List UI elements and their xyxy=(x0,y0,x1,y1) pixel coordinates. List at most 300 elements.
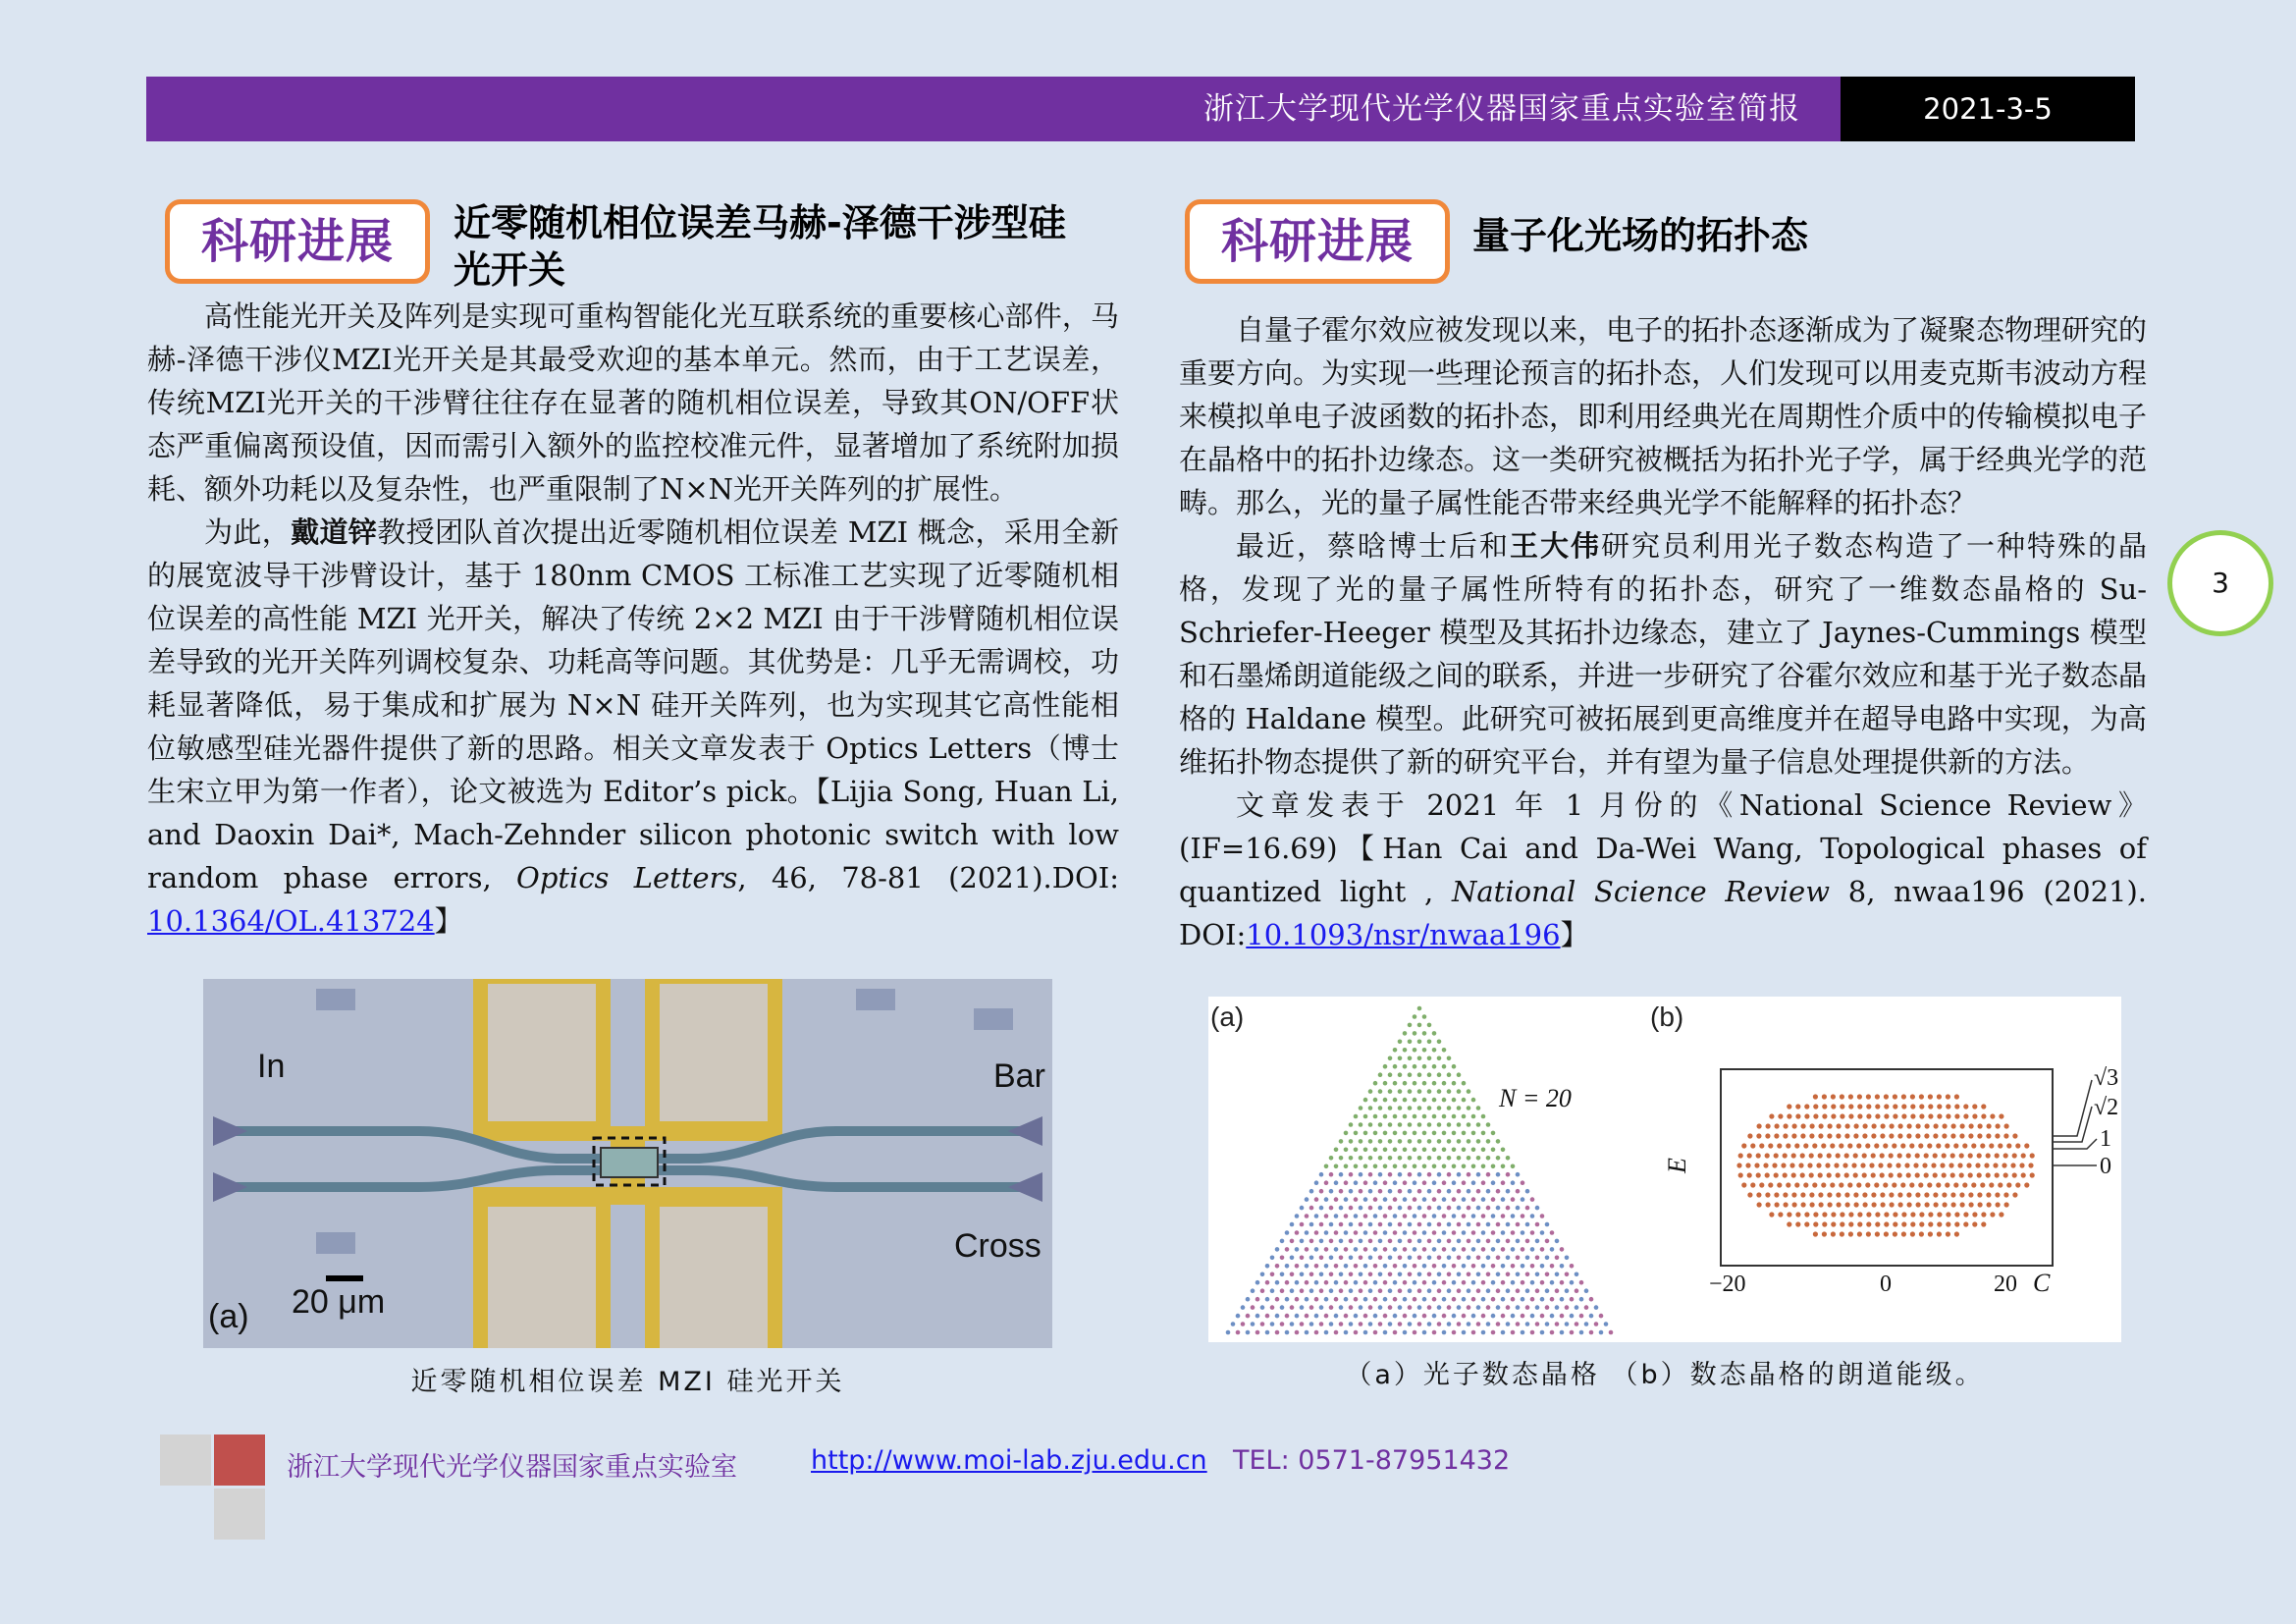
lattice-site xyxy=(1246,1297,1251,1302)
lattice-site xyxy=(1457,1256,1462,1261)
landau-level-dot xyxy=(1919,1113,1924,1118)
landau-level-dot xyxy=(1937,1212,1942,1217)
landau-level-dot xyxy=(1906,1133,1911,1138)
landau-level-dot xyxy=(1834,1163,1839,1167)
landau-level-dot xyxy=(1892,1143,1896,1148)
landau-level-dot xyxy=(1910,1231,1915,1236)
landau-level-dot xyxy=(1800,1172,1805,1177)
lattice-site xyxy=(1398,1239,1403,1244)
landau-level-dot xyxy=(1927,1143,1932,1148)
lattice-site xyxy=(1491,1280,1496,1285)
lattice-site xyxy=(1452,1214,1457,1218)
lattice-site xyxy=(1467,1206,1471,1211)
lattice-site xyxy=(1300,1272,1305,1277)
lattice-site xyxy=(1388,1272,1393,1277)
lattice-site xyxy=(1408,1040,1413,1045)
lattice-site xyxy=(1413,1247,1417,1252)
lattice-site xyxy=(1363,1247,1368,1252)
lattice-site xyxy=(1393,1098,1398,1103)
landau-level-dot xyxy=(1851,1163,1856,1167)
landau-level-dot xyxy=(1800,1153,1805,1158)
lattice-site xyxy=(1486,1305,1491,1310)
lattice-site xyxy=(1575,1322,1579,1326)
lattice-site xyxy=(1471,1098,1476,1103)
lattice-site xyxy=(1476,1305,1481,1310)
landau-level-dot xyxy=(1977,1192,1982,1197)
level-1: 1 xyxy=(2100,1126,2111,1152)
lattice-site xyxy=(1339,1139,1344,1144)
lattice-site xyxy=(1403,1280,1408,1285)
landau-level-dot xyxy=(1848,1113,1853,1118)
landau-level-dot xyxy=(1836,1172,1841,1177)
landau-level-dot xyxy=(1853,1192,1858,1197)
lattice-site xyxy=(1270,1288,1275,1293)
lattice-site xyxy=(1525,1206,1530,1211)
landau-level-dot xyxy=(1831,1221,1836,1226)
landau-level-dot xyxy=(1884,1221,1889,1226)
lattice-site xyxy=(1354,1114,1359,1119)
lattice-site xyxy=(1481,1230,1486,1235)
lattice-site xyxy=(1314,1197,1319,1202)
landau-level-dot xyxy=(1928,1212,1933,1217)
lattice-site xyxy=(1324,1314,1329,1319)
lattice-site xyxy=(1486,1288,1491,1293)
landau-level-dot xyxy=(2028,1163,2033,1167)
lattice-site xyxy=(1496,1222,1501,1227)
lattice-site xyxy=(1251,1322,1255,1326)
landau-level-dot xyxy=(1822,1231,1827,1236)
lattice-site xyxy=(1408,1206,1413,1211)
lattice-site xyxy=(1285,1230,1290,1235)
lattice-site xyxy=(1594,1322,1599,1326)
landau-level-dot xyxy=(1813,1231,1818,1236)
footer-lab-name: 浙江大学现代光学仪器国家重点实验室 xyxy=(287,1452,737,1483)
lattice-site xyxy=(1457,1305,1462,1310)
landau-level-dot xyxy=(1915,1133,1920,1138)
landau-level-dot xyxy=(1791,1133,1796,1138)
lattice-site xyxy=(1491,1230,1496,1235)
landau-level-dot xyxy=(1878,1163,1883,1167)
landau-level-dot xyxy=(1928,1221,1933,1226)
lattice-site xyxy=(1295,1230,1300,1235)
lattice-site xyxy=(1413,1098,1417,1103)
landau-level-dot xyxy=(2019,1163,2024,1167)
landau-level-dot xyxy=(1889,1133,1894,1138)
landau-level-dot xyxy=(1765,1133,1770,1138)
lattice-site xyxy=(1363,1131,1368,1136)
landau-level-dot xyxy=(1768,1182,1773,1187)
lattice-site xyxy=(1501,1297,1506,1302)
lattice-site xyxy=(1447,1072,1452,1077)
lattice-site xyxy=(1393,1180,1398,1185)
lattice-site xyxy=(1295,1314,1300,1319)
lattice-site xyxy=(1373,1081,1378,1086)
landau-level-dot xyxy=(1871,1172,1876,1177)
landau-level-dot xyxy=(1778,1113,1783,1118)
lattice-site xyxy=(1403,1230,1408,1235)
landau-level-dot xyxy=(1978,1202,1983,1207)
lattice-site xyxy=(1339,1206,1344,1211)
landau-level-dot xyxy=(1769,1212,1774,1217)
landau-level-dot xyxy=(1840,1094,1844,1099)
lattice-site xyxy=(1314,1314,1319,1319)
lattice-site xyxy=(1422,1031,1427,1036)
lattice-site xyxy=(1403,1048,1408,1053)
lattice-site xyxy=(1525,1272,1530,1277)
lattice-site xyxy=(1403,1164,1408,1169)
lattice-site xyxy=(1452,1164,1457,1169)
landau-level-dot xyxy=(1857,1221,1862,1226)
lattice-site xyxy=(1388,1189,1393,1194)
lattice-site xyxy=(1359,1305,1363,1310)
landau-level-dot xyxy=(1848,1094,1853,1099)
lattice-site xyxy=(1383,1081,1388,1086)
lattice-site xyxy=(1393,1081,1398,1086)
landau-level-dot xyxy=(1774,1192,1779,1197)
lattice-site xyxy=(1506,1288,1511,1293)
lattice-site xyxy=(1447,1222,1452,1227)
lattice-site xyxy=(1383,1330,1388,1335)
right-journal-name: National Science Review xyxy=(1452,875,1831,908)
lattice-site xyxy=(1344,1180,1349,1185)
lattice-site xyxy=(1447,1089,1452,1094)
lattice-site xyxy=(1344,1314,1349,1319)
lattice-site xyxy=(1359,1322,1363,1326)
lattice-site xyxy=(1408,1023,1413,1028)
lattice-site xyxy=(1437,1189,1442,1194)
lattice-site xyxy=(1349,1322,1354,1326)
landau-level-dot xyxy=(1840,1113,1844,1118)
landau-level-dot xyxy=(1827,1172,1832,1177)
label-cross: Cross xyxy=(954,1227,1041,1265)
landau-level-dot xyxy=(1787,1221,1791,1226)
lattice-site xyxy=(1305,1297,1309,1302)
lattice-site xyxy=(1516,1189,1521,1194)
lattice-site xyxy=(1403,1247,1408,1252)
landau-level-dot xyxy=(1884,1104,1889,1109)
lattice-site xyxy=(1447,1139,1452,1144)
lattice-site xyxy=(1437,1288,1442,1293)
landau-level-dot xyxy=(1869,1163,1874,1167)
lattice-site xyxy=(1378,1172,1383,1177)
landau-level-dot xyxy=(1831,1231,1836,1236)
right-p3-end: 】 xyxy=(1560,918,1589,951)
landau-level-dot xyxy=(1928,1104,1933,1109)
lattice-site xyxy=(1501,1330,1506,1335)
landau-level-dot xyxy=(1794,1143,1799,1148)
lattice-site xyxy=(1511,1264,1516,1269)
landau-level-dot xyxy=(1954,1113,1959,1118)
landau-level-dot xyxy=(1933,1153,1938,1158)
landau-level-dot xyxy=(1943,1123,1948,1128)
lattice-site xyxy=(1339,1156,1344,1161)
lattice-site xyxy=(1309,1288,1314,1293)
lattice-site xyxy=(1373,1197,1378,1202)
lattice-site xyxy=(1462,1230,1467,1235)
lattice-site xyxy=(1516,1322,1521,1326)
lattice-site xyxy=(1496,1288,1501,1293)
left-section-badge xyxy=(165,199,430,284)
lattice-site xyxy=(1408,1056,1413,1061)
lattice-site xyxy=(1393,1148,1398,1153)
lattice-site xyxy=(1535,1256,1540,1261)
lattice-site xyxy=(1408,1122,1413,1127)
landau-level-dot xyxy=(1756,1172,1761,1177)
landau-level-dot xyxy=(1950,1172,1955,1177)
lattice-site xyxy=(1540,1297,1545,1302)
landau-level-dot xyxy=(1836,1192,1841,1197)
lattice-site xyxy=(1324,1247,1329,1252)
lattice-site xyxy=(1309,1322,1314,1326)
landau-level-dot xyxy=(1836,1153,1841,1158)
landau-level-dot xyxy=(1928,1113,1933,1118)
landau-level-dot xyxy=(1765,1153,1770,1158)
lattice-site xyxy=(1579,1314,1584,1319)
lattice-site xyxy=(1354,1148,1359,1153)
footer-square-grey-2 xyxy=(214,1489,265,1540)
level-sqrt2: √2 xyxy=(2094,1095,2119,1120)
landau-level-dot xyxy=(1913,1163,1918,1167)
landau-level-dot xyxy=(1822,1104,1827,1109)
lattice-site xyxy=(1383,1164,1388,1169)
e-axis-label: E xyxy=(1663,1158,1691,1173)
lattice-site xyxy=(1525,1305,1530,1310)
lattice-site xyxy=(1403,1297,1408,1302)
lattice-site xyxy=(1378,1239,1383,1244)
lattice-site xyxy=(1309,1189,1314,1194)
lattice-site xyxy=(1417,1322,1422,1326)
landau-level-dot xyxy=(1872,1123,1877,1128)
lattice-site xyxy=(1417,1239,1422,1244)
landau-level-dot xyxy=(1898,1123,1903,1128)
landau-level-dot xyxy=(1818,1153,1823,1158)
lattice-site xyxy=(1471,1180,1476,1185)
landau-level-dot xyxy=(1937,1113,1942,1118)
page-number: 3 xyxy=(2167,530,2273,636)
lattice-site xyxy=(1393,1314,1398,1319)
lattice-site xyxy=(1422,1148,1427,1153)
landau-level-dot xyxy=(1736,1163,1741,1167)
landau-level-dot xyxy=(1756,1133,1761,1138)
lattice-site xyxy=(1417,1056,1422,1061)
lattice-site xyxy=(1535,1288,1540,1293)
landau-level-dot xyxy=(1840,1221,1844,1226)
landau-level-dot xyxy=(2004,1202,2009,1207)
landau-level-dot xyxy=(1890,1202,1895,1207)
landau-level-dot xyxy=(1862,1172,1867,1177)
landau-level-dot xyxy=(1954,1094,1959,1099)
lattice-site xyxy=(1251,1288,1255,1293)
lattice-site xyxy=(1280,1239,1285,1244)
lattice-site xyxy=(1417,1189,1422,1194)
lattice-site xyxy=(1339,1189,1344,1194)
lattice-site xyxy=(1511,1164,1516,1169)
landau-level-dot xyxy=(1896,1163,1900,1167)
landau-level-dot xyxy=(1759,1143,1764,1148)
lattice-site xyxy=(1467,1222,1471,1227)
lattice-site xyxy=(1368,1322,1373,1326)
lattice-site xyxy=(1280,1305,1285,1310)
lattice-site xyxy=(1403,1081,1408,1086)
lattice-site xyxy=(1349,1189,1354,1194)
lattice-site xyxy=(1349,1156,1354,1161)
lattice-site xyxy=(1300,1206,1305,1211)
lattice-site xyxy=(1501,1230,1506,1235)
left-p2-pre: 为此， xyxy=(204,515,292,549)
landau-level-dot xyxy=(1972,1113,1977,1118)
lattice-site xyxy=(1275,1314,1280,1319)
lattice-site xyxy=(1511,1297,1516,1302)
right-section-badge xyxy=(1185,199,1450,284)
lattice-site xyxy=(1344,1247,1349,1252)
landau-level-dot xyxy=(1898,1202,1903,1207)
lattice-site xyxy=(1398,1106,1403,1110)
lattice-site xyxy=(1334,1297,1339,1302)
landau-level-dot xyxy=(1871,1153,1876,1158)
landau-level-dot xyxy=(1786,1182,1790,1187)
landau-level-dot xyxy=(1928,1231,1933,1236)
lattice-site xyxy=(1550,1230,1555,1235)
lattice-site xyxy=(1265,1330,1270,1335)
landau-level-dot xyxy=(1946,1212,1950,1217)
lattice-site xyxy=(1457,1122,1462,1127)
lattice-site xyxy=(1516,1305,1521,1310)
landau-level-dot xyxy=(1901,1094,1906,1099)
lattice-site xyxy=(1457,1172,1462,1177)
landau-level-dot xyxy=(1819,1202,1824,1207)
landau-level-dot xyxy=(1775,1123,1780,1128)
landau-level-dot xyxy=(1813,1094,1818,1099)
lattice-site xyxy=(1349,1222,1354,1227)
lattice-site xyxy=(1540,1214,1545,1218)
landau-level-dot xyxy=(1977,1133,1982,1138)
landau-level-dot xyxy=(1863,1202,1868,1207)
lattice-site xyxy=(1530,1214,1535,1218)
landau-level-dot xyxy=(1933,1172,1938,1177)
landau-level-dot xyxy=(1954,1212,1959,1217)
lattice-site xyxy=(1354,1214,1359,1218)
lattice-site xyxy=(1300,1239,1305,1244)
lattice-site xyxy=(1422,1214,1427,1218)
lattice-site xyxy=(1540,1247,1545,1252)
lattice-site xyxy=(1427,1256,1432,1261)
landau-level-dot xyxy=(1804,1212,1809,1217)
landau-level-dot xyxy=(1836,1133,1841,1138)
lattice-site xyxy=(1344,1197,1349,1202)
lattice-site xyxy=(1290,1256,1295,1261)
lattice-site xyxy=(1408,1222,1413,1227)
lattice-site xyxy=(1408,1172,1413,1177)
lattice-site xyxy=(1275,1264,1280,1269)
lattice-site xyxy=(1481,1148,1486,1153)
lattice-site xyxy=(1476,1189,1481,1194)
landau-level-dot xyxy=(2003,1133,2008,1138)
lattice-site xyxy=(1530,1197,1535,1202)
lattice-site xyxy=(1432,1264,1437,1269)
lattice-site xyxy=(1447,1056,1452,1061)
lattice-site xyxy=(1295,1247,1300,1252)
landau-level-dot xyxy=(1909,1143,1914,1148)
lattice-site xyxy=(1584,1322,1589,1326)
landau-level-dot xyxy=(1897,1133,1902,1138)
lattice-site xyxy=(1403,1264,1408,1269)
landau-level-dot xyxy=(1946,1113,1950,1118)
lattice-site xyxy=(1476,1222,1481,1227)
landau-level-dot xyxy=(2021,1172,2026,1177)
lattice-site xyxy=(1579,1280,1584,1285)
landau-level-dot xyxy=(1946,1104,1950,1109)
right-badge-label: 科研进展 xyxy=(1220,214,1414,269)
landau-level-dot xyxy=(1860,1163,1865,1167)
lattice-site xyxy=(1398,1189,1403,1194)
left-figure-caption: 近零随机相位误差 MZI 硅光开关 xyxy=(410,1367,845,1397)
landau-level-dot xyxy=(1778,1212,1783,1217)
landau-level-dot xyxy=(1909,1182,1914,1187)
landau-level-dot xyxy=(1981,1113,1986,1118)
lattice-site xyxy=(1545,1272,1550,1277)
lattice-site xyxy=(1437,1305,1442,1310)
landau-level-dot xyxy=(1787,1104,1791,1109)
landau-level-dot xyxy=(1897,1172,1902,1177)
lattice-site xyxy=(1422,1230,1427,1235)
lattice-site xyxy=(1570,1264,1575,1269)
left-doi-link[interactable]: 10.1364/OL.413724 xyxy=(147,904,435,938)
landau-level-dot xyxy=(1881,1202,1886,1207)
lattice-site xyxy=(1476,1322,1481,1326)
footer-url-link[interactable]: http://www.moi-lab.zju.edu.cn xyxy=(811,1445,1207,1476)
lattice-site xyxy=(1442,1064,1447,1069)
lattice-site xyxy=(1368,1156,1373,1161)
lattice-site xyxy=(1432,1197,1437,1202)
lattice-site xyxy=(1309,1272,1314,1277)
lattice-site xyxy=(1521,1314,1525,1319)
lattice-site xyxy=(1300,1305,1305,1310)
landau-level-dot xyxy=(2015,1182,2020,1187)
lattice-site xyxy=(1467,1305,1471,1310)
landau-level-dot xyxy=(2021,1153,2026,1158)
lattice-site xyxy=(1408,1089,1413,1094)
landau-level-dot xyxy=(1787,1212,1791,1217)
right-doi-link[interactable]: 10.1093/nsr/nwaa196 xyxy=(1246,918,1561,951)
landau-level-dot xyxy=(1844,1172,1849,1177)
lattice-site xyxy=(1363,1264,1368,1269)
right-paragraph-3 xyxy=(1179,784,2147,956)
lattice-site xyxy=(1329,1239,1334,1244)
lattice-site xyxy=(1422,1297,1427,1302)
landau-level-dot xyxy=(1862,1133,1867,1138)
lattice-site xyxy=(1442,1264,1447,1269)
lattice-site xyxy=(1442,1247,1447,1252)
landau-level-dot xyxy=(1792,1202,1797,1207)
lattice-site xyxy=(1354,1280,1359,1285)
lattice-site xyxy=(1275,1297,1280,1302)
lattice-site xyxy=(1442,1280,1447,1285)
landau-level-dot xyxy=(1995,1172,2000,1177)
lattice-site xyxy=(1344,1330,1349,1335)
lattice-site xyxy=(1339,1256,1344,1261)
landau-level-dot xyxy=(1863,1123,1868,1128)
lattice-site xyxy=(1452,1148,1457,1153)
landau-level-dot xyxy=(1862,1153,1867,1158)
landau-level-dot xyxy=(1809,1172,1814,1177)
lattice-site xyxy=(1285,1280,1290,1285)
lattice-site xyxy=(1363,1314,1368,1319)
lattice-site xyxy=(1501,1214,1506,1218)
landau-level-dot xyxy=(1910,1212,1915,1217)
lattice-site xyxy=(1359,1122,1363,1127)
landau-level-dot xyxy=(1971,1182,1976,1187)
lattice-site xyxy=(1584,1288,1589,1293)
